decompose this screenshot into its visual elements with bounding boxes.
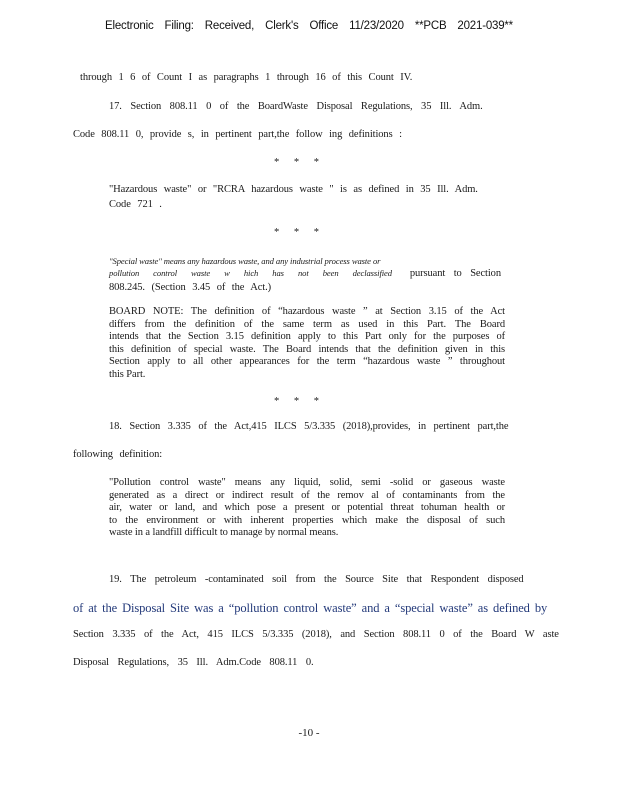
board-note-line: Section apply to all other appearances for the term “hazardous waste ” throughout — [109, 356, 505, 367]
definition-line: to the environment or with inherent properties which make the disposal of such — [109, 514, 505, 526]
filing-header: Electronic Filing: Received, Clerk's Office 11/23/2020 **PCB 2021-039** — [105, 20, 513, 32]
paragraph-19-line-2: of at the Disposal Site was a “pollution control waste” and a “special waste” as defined by — [73, 601, 548, 615]
paragraph-18-line-1: 18. Section 3.335 of the Act,415 ILCS 5/3.335 (2018),provides, in pertinent part,the — [109, 421, 509, 432]
hazardous-waste-definition-line-1: "Hazardous waste" or "RCRA hazardous waste " is as defined in 35 Ill. Adm. — [109, 184, 478, 195]
paragraph-19-line-1: 19. The petroleum -contaminated soil from the Source Site that Respondent disposed — [109, 574, 524, 585]
board-note-line: this definition of special waste. The Board intends that the definition given in this — [109, 343, 505, 355]
special-waste-definition-line-1: "Special waste" means any hazardous waste, and any industrial process waste or — [109, 256, 381, 266]
special-waste-italic-text: pollution control waste w hich has not been declassified — [109, 268, 392, 278]
board-note-line: BOARD NOTE: The definition of “hazardous waste ” at Section 3.15 of the Act — [109, 306, 505, 317]
definition-line: air, water or land, and which pose a present or potential threat tohuman health or — [109, 502, 505, 513]
definition-line: waste in a landfill difficult to manage by normal means. — [109, 527, 339, 538]
board-note-line: this Part. — [109, 368, 146, 380]
hazardous-waste-definition-line-2: Code 721 . — [109, 199, 162, 210]
page-number: -10 - — [298, 727, 320, 739]
section-break-stars: * * * — [274, 227, 325, 238]
section-break-stars: * * * — [274, 157, 325, 168]
section-break-stars: * * * — [274, 396, 325, 407]
paragraph-17-line-1: 17. Section 808.11 0 of the BoardWaste Disposal Regulations, 35 Ill. Adm. — [109, 101, 483, 112]
paragraph-19-line-3: Section 3.335 of the Act, 415 ILCS 5/3.335 (2018), and Section 808.11 0 of the Board W aste — [73, 629, 559, 640]
definition-line: generated as a direct or indirect result of the remov al of contaminants from the — [109, 489, 505, 501]
board-note-line: intends that the Section 3.15 definition apply to this Part only for the purposes of — [109, 331, 505, 342]
special-waste-definition-line-2 — [109, 268, 501, 279]
board-note-line: differs from the definition of the same term as used in this Part. The Board — [109, 318, 505, 330]
pollution-control-waste-definition — [109, 477, 505, 540]
board-note — [109, 306, 505, 381]
definition-line: "Pollution control waste" means any liquid, solid, semi -solid or gaseous waste — [109, 477, 505, 488]
paragraph-16-continuation: through 1 6 of Count I as paragraphs 1 through 16 of this Count IV. — [80, 72, 413, 83]
special-waste-pursuant-text: pursuant to Section — [409, 268, 501, 279]
special-waste-definition-line-3: 808.245. (Section 3.45 of the Act.) — [109, 282, 272, 293]
paragraph-18-line-2: following definition: — [73, 449, 163, 460]
paragraph-17-line-2: Code 808.11 0, provide s, in pertinent part,the follow ing definitions : — [73, 129, 402, 140]
paragraph-19-line-4: Disposal Regulations, 35 Ill. Adm.Code 808.11 0. — [73, 657, 314, 668]
